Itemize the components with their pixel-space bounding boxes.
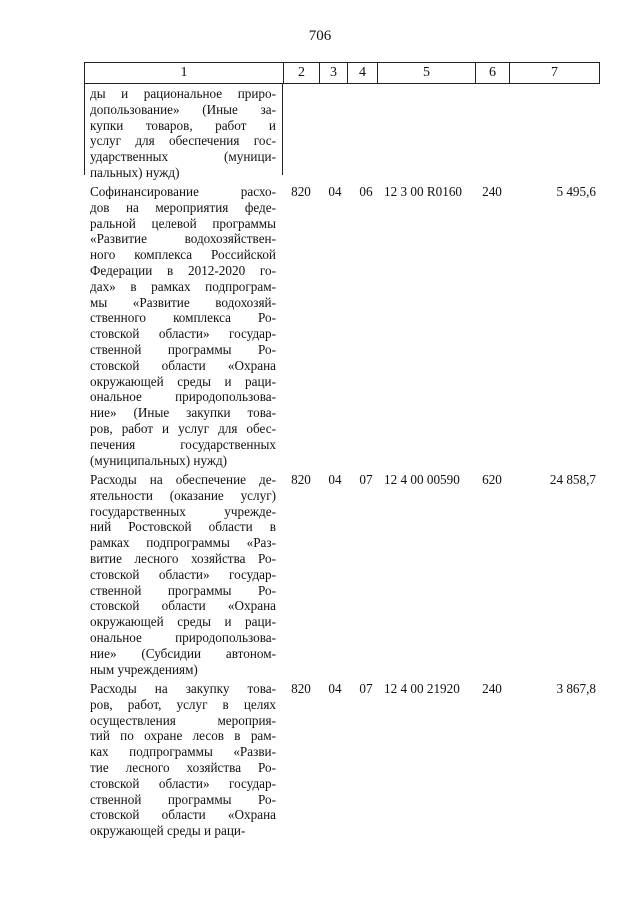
row-2-ved: 820 — [291, 472, 311, 487]
row-3-ved: 820 — [291, 681, 311, 696]
header-col-1: 1 — [180, 65, 188, 80]
row-2-vr: 620 — [482, 472, 502, 487]
row-2-pr: 07 — [359, 472, 373, 487]
header-col-6: 6 — [475, 63, 509, 83]
column-border-1 — [282, 84, 283, 175]
header-col-4: 4 — [347, 63, 377, 83]
row-1-ved: 820 — [291, 184, 311, 199]
header-col-3: 3 — [319, 63, 347, 83]
column-border-left — [84, 84, 85, 175]
row-3-vr: 240 — [482, 681, 502, 696]
row-1-pr: 06 — [359, 184, 373, 199]
row-1-vr: 240 — [482, 184, 502, 199]
row-3-rz: 04 — [328, 681, 342, 696]
row-2-sum: 24 858,7 — [549, 472, 596, 487]
row-1-csr: 12 3 00 R0160 — [384, 184, 463, 199]
row-3-pr: 07 — [359, 681, 373, 696]
row-3-csr: 12 4 00 21920 — [384, 681, 460, 696]
row-text-forest-protection: Расходы на закупку това- ров, работ, услуг в целях осуществления мероприя- тий по охране лесов в рам- ках подпрограммы «Разви- тие лесного хозяйства Ро- стовской области» государ- ственной программы Ро- стовской области «Охрана окружающей среды и раци- — [90, 681, 276, 839]
table-header — [84, 62, 600, 84]
header-col-5: 5 — [377, 63, 475, 83]
row-2-csr: 12 4 00 00590 — [384, 472, 460, 487]
row-1-rz: 04 — [328, 184, 342, 199]
row-2-rz: 04 — [328, 472, 342, 487]
page-number: 706 — [308, 28, 332, 44]
header-col-7: 7 — [509, 63, 599, 83]
header-col-2: 2 — [283, 63, 319, 83]
row-3-sum: 3 867,8 — [556, 681, 596, 696]
row-text-institutions: Расходы на обеспечение де- ятельности (оказание услуг) государственных учрежде- ний Ростовской области в рамках подпрограммы «Раз- витие лесного хозяйства Ро- стовской области» государ- ственной программы Ро- стовской области «Охрана окружающей среды и раци- ональное природопользова- ние» (Субсидии автоном- ным учреждениям) — [90, 472, 276, 677]
row-1-sum: 5 495,6 — [556, 184, 596, 199]
row-text-continuation: ды и рациональное приро- допользование» (Иные за- купки товаров, работ и услуг для обеспечения гос- ударственных (муници- пальных) нужд) — [90, 86, 276, 180]
row-text-cofinancing: Софинансирование расхо- дов на мероприятия феде- ральной целевой программы «Развитие водохозяйствен- ного комплекса Российской Федерации в 2012-2020 го- дах» в рамках подпрограм- мы «Развитие водохозяй- ственного комплекса Ро- стовской области» государ- ственной программы Ро- стовской области «Охрана окружающей среды и раци- ональное природопользова- ние» (Иные закупки това- ров, работ и услуг для обес- печения государственных (муниципальных) нужд) — [90, 184, 276, 468]
